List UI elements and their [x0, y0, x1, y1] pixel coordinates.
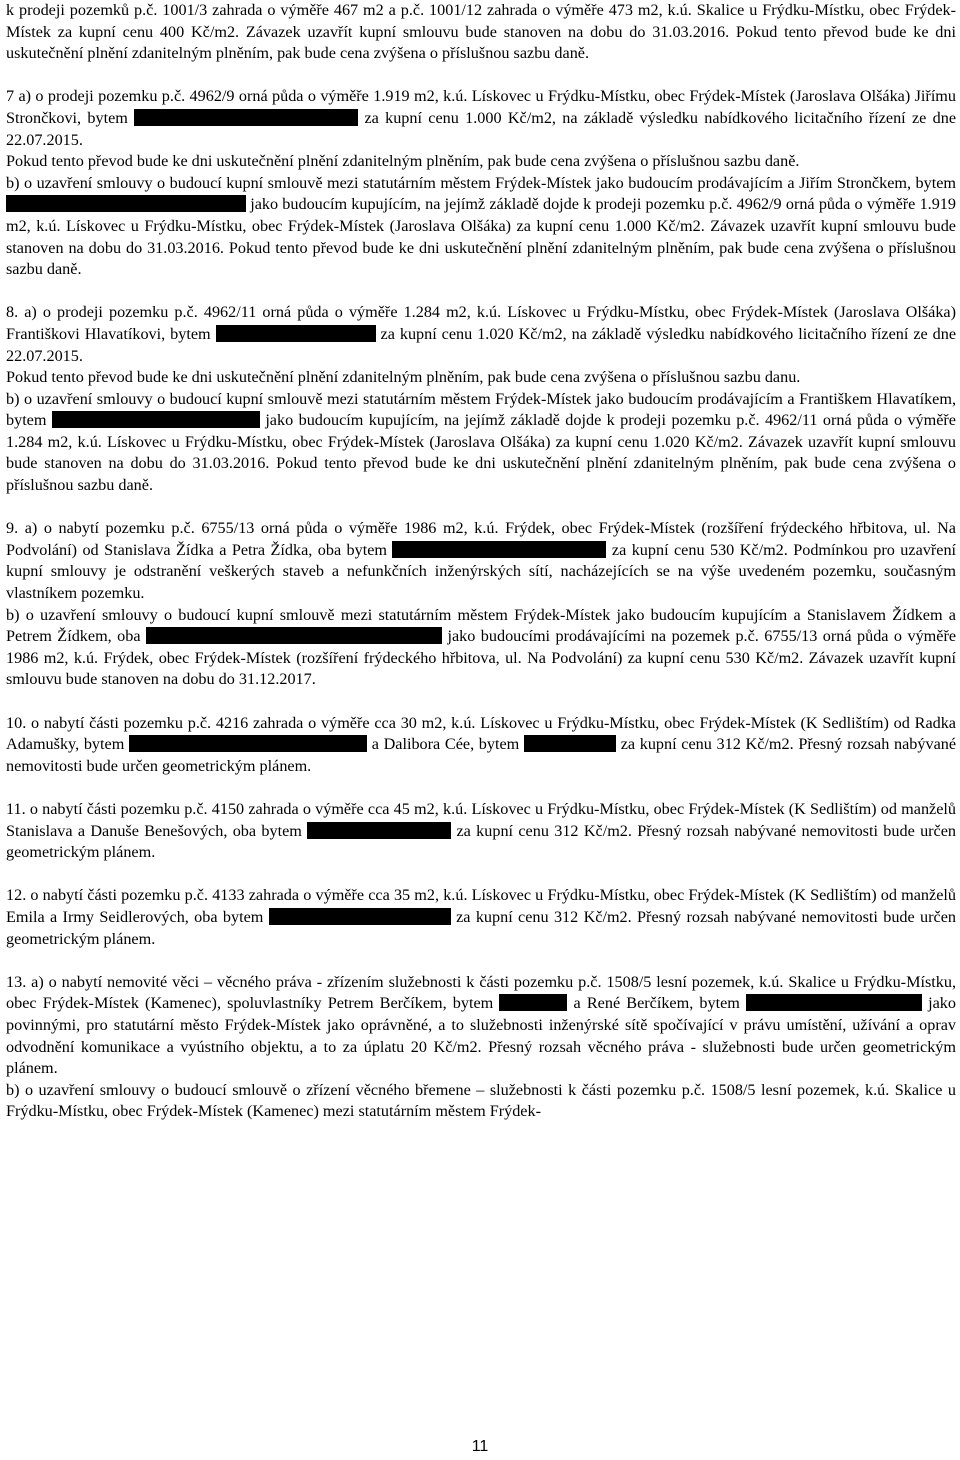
paragraph-gap	[6, 864, 956, 886]
item-7b-text-end: jako budoucím kupujícím, na jejímž základě dojde k prodeji pozemku p.č. 4962/9 orná půda o výměře 1.919 m2, k.ú. Lískovec u Frýdku-Místku, obec Frýdek-Místek (Jaroslava Olšáka) za kupní cenu 1.000 Kč/m2. Závazek uzavřít kupní smlouvu bude stanoven na dobu do 31.03.2016. Pokud tento převod bude ke dni uskutečnění plnění zdanitelným plněním, pak bude cena zvýšena o příslušnou sazbu daně.	[6, 195, 956, 279]
redaction-bar	[746, 994, 922, 1011]
item-12-text-end: za kupní cenu 312 Kč/m2. Přesný rozsah nabývané nemovitosti bude určen geometrickým plánem.	[6, 907, 957, 948]
item-9b-text-start: b) o uzavření smlouvy o budoucí kupní smlouvě mezi statutárním městem Frýdek-Místek jako budoucím kupujícím a Stanislavem Žídkem a Petrem Žídkem, oba	[6, 605, 956, 646]
item-9a-text-end: za kupní cenu 530 Kč/m2. Podmínkou pro uzavření kupní smlouvy je odstranění veškerých staveb a nefunkčních inženýrských sítí, nacházejících se na výše uvedeném pozemku, současným vlastníkem pozemku.	[6, 540, 957, 603]
intro-paragraph	[6, 0, 956, 65]
redaction-bar	[52, 411, 260, 428]
page-number: 11	[471, 1438, 489, 1455]
item-13a-paragraph	[6, 972, 956, 1080]
paragraph-gap	[6, 497, 956, 519]
redaction-bar	[524, 735, 616, 752]
item-10-paragraph	[6, 713, 956, 778]
item-9b-paragraph	[6, 605, 956, 691]
item-8b-text-start: b) o uzavření smlouvy o budoucí kupní smlouvě mezi statutárním městem Frýdek-Místek jako budoucím prodávajícím a Františkem Hlavatíkem, bytem	[6, 389, 956, 430]
redaction-bar	[129, 735, 367, 752]
redaction-bar	[499, 994, 567, 1011]
item-13a-text-mid: a René Berčíkem, bytem	[573, 994, 740, 1013]
paragraph-gap	[6, 777, 956, 799]
redaction-bar	[392, 541, 606, 558]
item-10-text-mid: a Dalibora Cée, bytem	[371, 735, 520, 754]
item-8b-paragraph	[6, 389, 956, 497]
item-13b-paragraph	[6, 1080, 956, 1123]
item-13a-text-end: jako povinnými, pro statutární město Frýdek-Místek jako oprávněné, a to služebnosti inženýrské sítě spočívající v právu umístění, užívání a oprav odvodnění komunikace a vyústního objektu, a to za úplatu 20 Kč/m2. Přesný rozsah věcného práva - služebnosti bude určen geometrickým plánem.	[6, 994, 956, 1078]
item-7a-tax-text: Pokud tento převod bude ke dni uskutečnění plnění zdanitelným plněním, pak bude cena zvýšena o příslušnou sazbu daně.	[6, 152, 800, 171]
item-7b-text-start: b) o uzavření smlouvy o budoucí kupní smlouvě mezi statutárním městem Frýdek-Místek jako budoucím prodávajícím a Jiřím Strončkem, bytem	[6, 173, 956, 192]
item-9a-paragraph	[6, 518, 956, 604]
item-9a-text-start: 9. a) o nabytí pozemku p.č. 6755/13 orná půda o výměře 1986 m2, k.ú. Frýdek, obec Frýdek-Místek (rozšíření frýdeckého hřbitova, ul. Na Podvolání) od Stanislava Žídka a Petra Žídka, oba bytem	[6, 519, 956, 559]
item-7a-text-end: za kupní cenu 1.000 Kč/m2, na základě výsledku nabídkového licitačního řízení ze dne 22.07.2015.	[6, 108, 956, 149]
item-8a-tax-note	[6, 367, 956, 389]
redaction-bar	[146, 627, 442, 644]
item-8a-paragraph	[6, 302, 956, 367]
item-8a-tax-text: Pokud tento převod bude ke dni uskutečnění plnění zdanitelným plněním, pak bude cena zvýšena o příslušnou sazbu danu.	[6, 368, 801, 387]
item-8a-text-end: za kupní cenu 1.020 Kč/m2, na základě výsledku nabídkového licitačního řízení ze dne 22.07.2015.	[6, 324, 957, 365]
item-7a-tax-note	[6, 151, 956, 173]
item-13a-text-start: 13. a) o nabytí nemovité věci – věcného práva - zřízením služebnosti k části pozemku p.č. 1508/5 lesní pozemek, k.ú. Skalice u Frýdku-Místku, obec Frýdek-Místek (Kamenec), spoluvlastníky Petrem Berčíkem, bytem	[6, 972, 956, 1013]
paragraph-gap	[6, 281, 956, 303]
item-13b-text: b) o uzavření smlouvy o budoucí smlouvě o zřízení věcného břemene – služebnosti k části pozemku p.č. 1508/5 lesní pozemek, k.ú. Skalice u Frýdku-Místku, obec Frýdek-Místek (Kamenec) mezi statutárním městem Frýdek-	[6, 1080, 956, 1121]
item-7a-text-start: 7 a) o prodeji pozemku p.č. 4962/9 orná půda o výměře 1.919 m2, k.ú. Lískovec u Frýdku-Místku, obec Frýdek-Místek (Jaroslava Olšáka) Jiřímu Strončkovi, bytem	[6, 87, 956, 127]
redaction-bar	[307, 822, 451, 839]
item-10-text-end: za kupní cenu 312 Kč/m2. Přesný rozsah nabývané nemovitosti bude určen geometrickým plánem.	[6, 735, 957, 775]
item-11-text-start: 11. o nabytí části pozemku p.č. 4150 zahrada o výměře cca 45 m2, k.ú. Lískovec u Frýdku-Místku, obec Frýdek-Místek (K Sedlištím) od manželů Stanislava a Danuše Benešových, oba bytem	[6, 799, 956, 840]
redaction-bar	[269, 908, 451, 925]
item-10-text-start: 10. o nabytí části pozemku p.č. 4216 zahrada o výměře cca 30 m2, k.ú. Lískovec u Frýdku-Místku, obec Frýdek-Místek (K Sedlištím) od Radka Adamušky, bytem	[6, 713, 956, 754]
redaction-bar	[134, 109, 358, 126]
item-7b-paragraph	[6, 173, 956, 281]
item-12-text-start: 12. o nabytí části pozemku p.č. 4133 zahrada o výměře cca 35 m2, k.ú. Lískovec u Frýdku-Místku, obec Frýdek-Místek (K Sedlištím) od manželů Emila a Irmy Seidlerových, oba bytem	[6, 886, 956, 926]
item-11-paragraph	[6, 799, 956, 864]
paragraph-gap	[6, 950, 956, 972]
item-11-text-end: za kupní cenu 312 Kč/m2. Přesný rozsah nabývané nemovitosti bude určen geometrickým plánem.	[6, 821, 957, 862]
paragraph-gap	[6, 65, 956, 87]
item-7a-paragraph	[6, 86, 956, 151]
paragraph-gap	[6, 691, 956, 713]
item-8a-text-start: 8. a) o prodeji pozemku p.č. 4962/11 orná půda o výměře 1.284 m2, k.ú. Lískovec u Frýdku-Místku, obec Frýdek-Místek (Jaroslava Olšáka) Františkovi Hlavatíkovi, bytem	[6, 303, 956, 343]
item-9b-text-end: jako budoucími prodávajícími na pozemek p.č. 6755/13 orná půda o výměře 1986 m2, k.ú. Frýdek, obec Frýdek-Místek (rozšíření frýdeckého hřbitova, ul. Na Podvolání) za kupní cenu 530 Kč/m2. Závazek uzavřít kupní smlouvu bude stanoven na dobu do 31.12.2017.	[6, 627, 957, 689]
redaction-bar	[6, 195, 246, 212]
redaction-bar	[216, 325, 376, 342]
item-8b-text-end: jako budoucím kupujícím, na jejímž základě dojde k prodeji pozemku p.č. 4962/11 orná půda o výměře 1.284 m2, k.ú. Lískovec u Frýdku-Místku, obec Frýdek-Místek (Jaroslava Olšáka) za kupní cenu 1.020 Kč/m2. Závazek uzavřít kupní smlouvu bude stanoven na dobu do 31.03.2016. Pokud tento převod bude ke dni uskutečnění plnění zdanitelným plněním, pak bude cena zvýšena o příslušnou sazbu daně.	[6, 411, 956, 495]
item-12-paragraph	[6, 885, 956, 950]
document-page	[6, 0, 956, 1123]
intro-text: k prodeji pozemků p.č. 1001/3 zahrada o výměře 467 m2 a p.č. 1001/12 zahrada o výměře 473 m2, k.ú. Skalice u Frýdku-Místku, obec Frýdek-Místek za kupní cenu 400 Kč/m2. Závazek uzavřít kupní smlouvu bude stanoven na dobu do 31.03.2016. Pokud tento převod bude ke dni uskutečnění plnění zdanitelným plněním, pak bude cena zvýšena o příslušnou sazbu daně.	[6, 1, 956, 63]
